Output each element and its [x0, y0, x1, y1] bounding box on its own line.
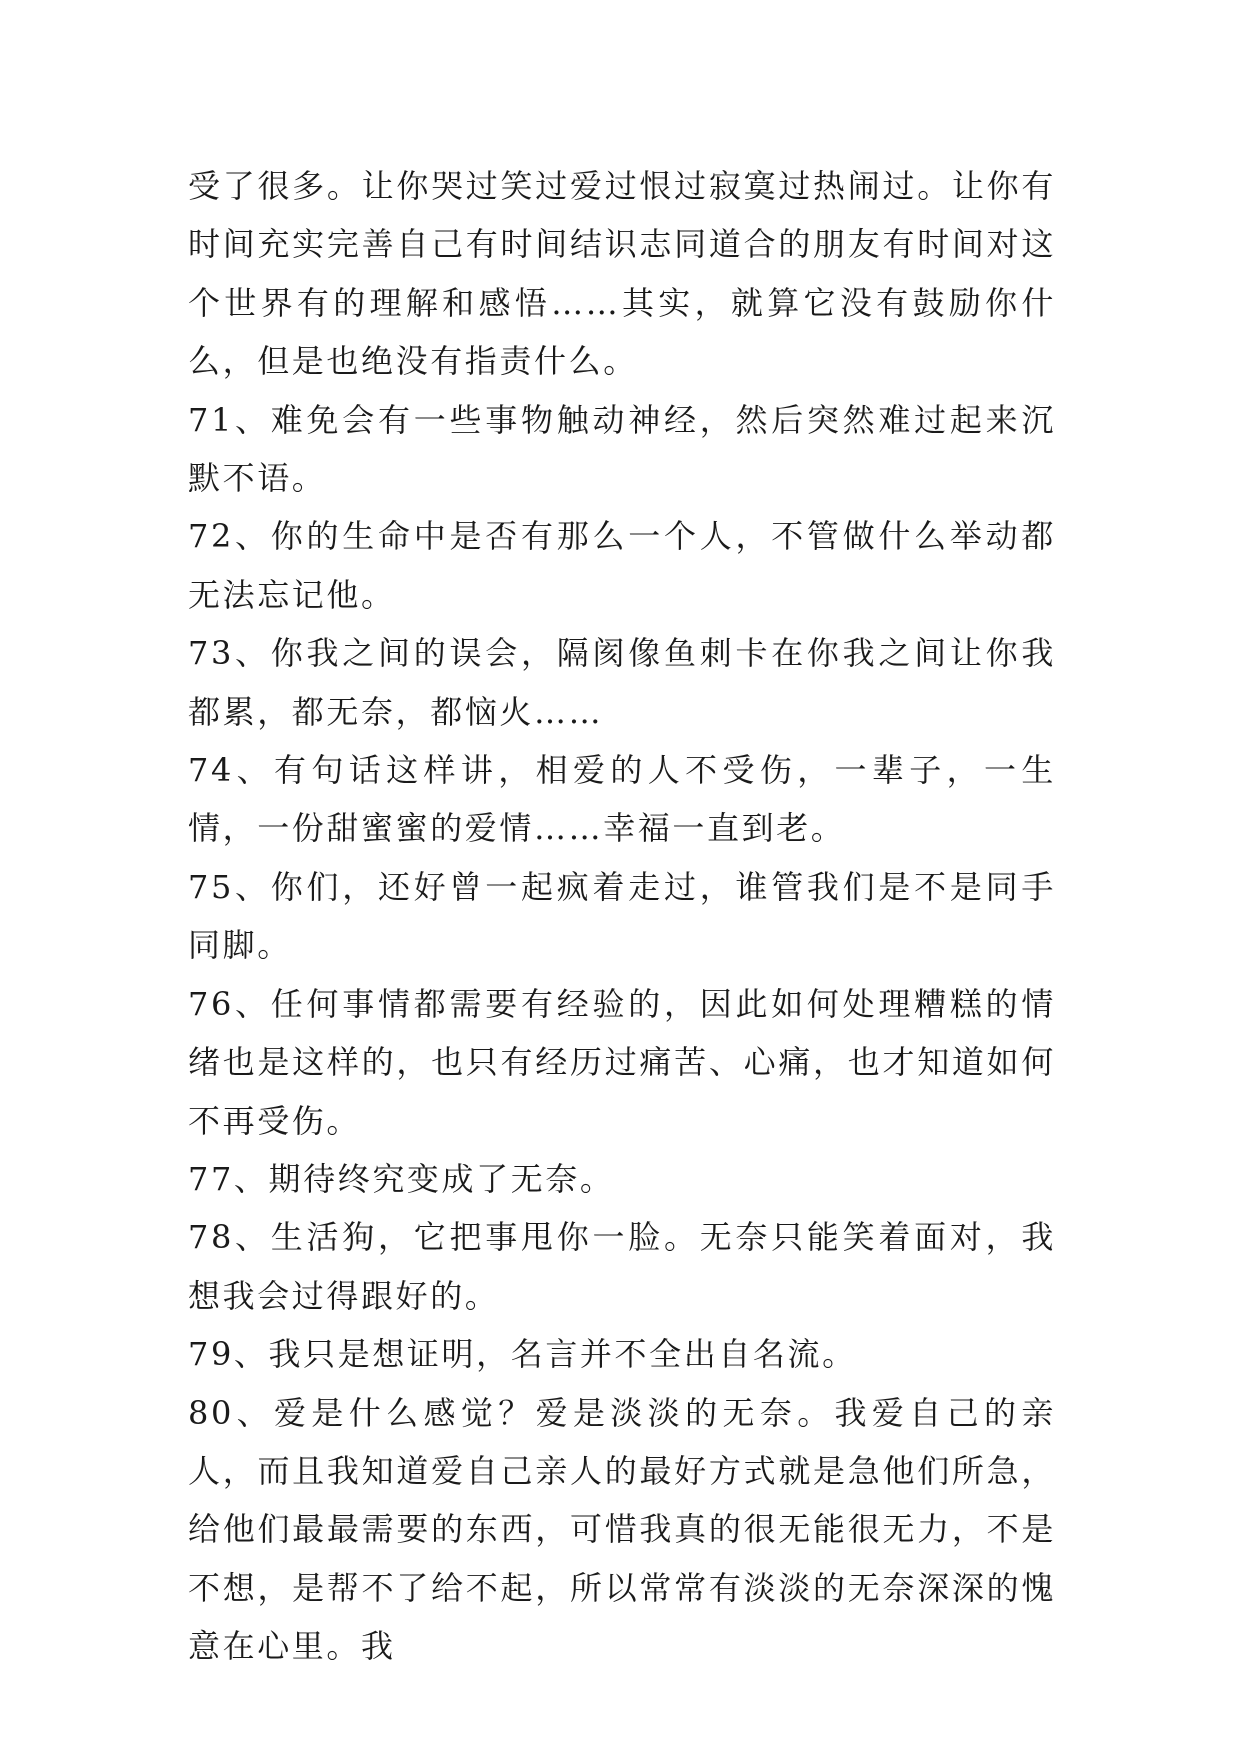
paragraph-74: 74、有句话这样讲，相爱的人不受伤，一辈子，一生情，一份甜蜜蜜的爱情……幸福一直到老。	[188, 751, 1056, 848]
paragraph-76: 76、任何事情都需要有经验的，因此如何处理糟糕的情绪也是这样的，也只有经历过痛苦、心痛，也才知道如何不再受伤。	[188, 984, 1056, 1140]
document-body	[188, 157, 1056, 1676]
paragraph-continuation: 受了很多。让你哭过笑过爱过恨过寂寞过热闹过。让你有时间充实完善自己有时间结识志同道合的朋友有时间对这个世界有的理解和感悟……其实，就算它没有鼓励你什么，但是也绝没有指责什么。	[188, 167, 1056, 381]
paragraph-78: 78、生活狗，它把事甩你一脸。无奈只能笑着面对，我想我会过得跟好的。	[188, 1218, 1056, 1315]
paragraph-77: 77、期待终究变成了无奈。	[188, 1159, 615, 1198]
paragraph-72: 72、你的生命中是否有那么一个人，不管做什么举动都无法忘记他。	[188, 517, 1056, 614]
paragraph-71: 71、难免会有一些事物触动神经，然后突然难过起来沉默不语。	[188, 400, 1056, 498]
paragraph-73: 73、你我之间的误会，隔阂像鱼刺卡在你我之间让你我都累，都无奈，都恼火……	[188, 634, 1056, 731]
paragraph-80: 80、爱是什么感觉？爱是淡淡的无奈。我爱自己的亲人，而且我知道爱自己亲人的最好方式就是急他们所急，给他们最最需要的东西，可惜我真的很无能很无力，不是不想，是帮不了给不起，所以常常有淡淡的无奈深深的愧意在心里。我	[188, 1393, 1056, 1666]
paragraph-75: 75、你们，还好曾一起疯着走过，谁管我们是不是同手同脚。	[188, 867, 1056, 965]
paragraph-79: 79、我只是想证明，名言并不全出自名流。	[188, 1335, 857, 1374]
